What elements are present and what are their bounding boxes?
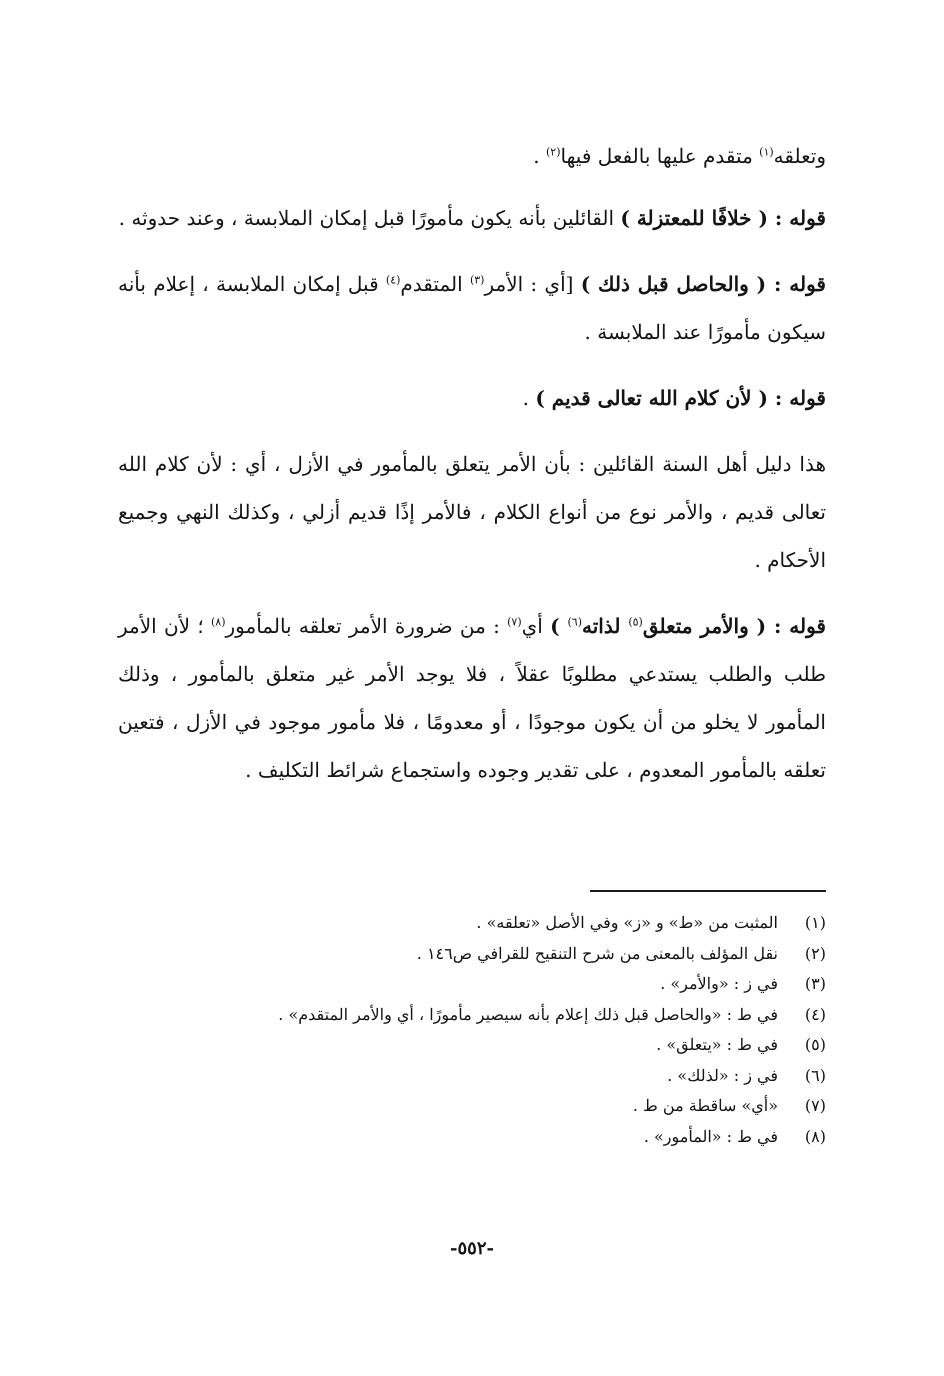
footnote-text: في ط : «المأمور» . xyxy=(643,1126,778,1146)
footnote-4 xyxy=(118,1000,826,1031)
footnote-marker[interactable]: (٢) xyxy=(545,145,561,159)
text-segment: متقدم عليها بالفعل فيها xyxy=(560,144,760,168)
footnote-number: (٢) xyxy=(804,943,826,963)
matn-quote: ( لأن كلام الله تعالى قديم ) xyxy=(535,386,768,410)
footnote-number: (٧) xyxy=(804,1096,826,1115)
footnote-5 xyxy=(118,1030,826,1061)
matn-quote: ( والحاصل قبل ذلك ) xyxy=(580,272,767,296)
qawluhu-label: قوله : xyxy=(767,386,826,410)
footnote-6 xyxy=(118,1061,826,1092)
paragraph-2 xyxy=(118,194,826,242)
commentary-text: . xyxy=(522,386,536,410)
footnote-1 xyxy=(118,908,826,939)
page-body xyxy=(118,132,826,812)
footnotes-list xyxy=(118,908,826,1152)
footnote-3 xyxy=(118,969,826,1000)
paragraph-6 xyxy=(118,602,826,794)
text-segment: [أي : الأمر xyxy=(484,272,581,296)
text-segment: . xyxy=(533,144,546,168)
matn-quote: ( خلافًا للمعتزلة ) xyxy=(620,206,768,230)
footnote-marker[interactable]: (٦) xyxy=(567,615,582,629)
text-segment: ؛ لأن الأمر طلب والطلب يستدعي مطلوبًا عقلاً ، فلا يوجد الأمر غير متعلق بالمأمور ، وذلك المأمور لا يخلو من أن يكون موجودًا ، أو معدومًا ، فلا مأمور موجود في الأزل ، فتعين تعلقه بالمأمور المعدوم ، على تقدير وجوده واستجماع شرائط التكليف . xyxy=(118,614,826,782)
footnote-number: (٥) xyxy=(804,1035,826,1054)
footnote-7 xyxy=(118,1091,826,1122)
footnote-text: في ط : «والحاصل قبل ذلك إعلام بأنه سيصير مأمورًا ، أي والأمر المتقدم» . xyxy=(278,1004,778,1024)
footnote-marker[interactable]: (٣) xyxy=(469,273,485,287)
footnote-marker[interactable]: (٤) xyxy=(385,273,401,287)
footnote-text: في ز : «والأمر» . xyxy=(660,974,778,993)
footnote-text: «أي» ساقطة من ط . xyxy=(632,1096,778,1115)
footnote-number: (١) xyxy=(804,913,826,932)
text-segment: أي xyxy=(521,614,551,638)
footnote-number: (٨) xyxy=(804,1126,826,1146)
paragraph-5 xyxy=(118,440,826,584)
footnote-text: المثبت من «ط» و «ز» وفي الأصل «تعلقه» . xyxy=(476,913,778,932)
matn-quote-part: لذاته xyxy=(581,614,629,638)
matn-quote-part: ( والأمر متعلق xyxy=(642,614,767,638)
footnote-text: نقل المؤلف بالمعنى من شرح التنقيح للقرافي ص١٤٦ . xyxy=(416,943,778,963)
paragraph-1 xyxy=(118,132,826,180)
footnote-marker[interactable]: (٧) xyxy=(507,615,522,629)
commentary-text: هذا دليل أهل السنة القائلين : بأن الأمر يتعلق بالمأمور في الأزل ، أي : لأن كلام الله تعالى قديم ، والأمر نوع من أنواع الكلام ، فالأمر إذًا قديم أزلي ، وكذلك النهي وجميع الأحكام . xyxy=(118,452,826,572)
footnote-number: (٤) xyxy=(804,1004,826,1024)
footnote-marker[interactable]: (٥) xyxy=(628,615,643,629)
paragraph-3 xyxy=(118,260,826,356)
footnote-marker[interactable]: (١) xyxy=(759,145,774,159)
page-number: -٥٥٢- xyxy=(450,1238,494,1259)
footnote-separator xyxy=(590,890,826,892)
footnote-8 xyxy=(118,1122,826,1153)
footnote-text: في ط : «يتعلق» . xyxy=(656,1035,778,1054)
footnote-number: (٣) xyxy=(804,974,826,993)
paragraph-4 xyxy=(118,374,826,422)
text-segment: المتقدم xyxy=(400,272,470,296)
footnote-marker[interactable]: (٨) xyxy=(210,615,226,629)
footnote-text: في ز : «لذلك» . xyxy=(667,1065,778,1085)
qawluhu-label: قوله : xyxy=(766,614,826,638)
qawluhu-label: قوله : xyxy=(767,206,826,230)
footnote-2 xyxy=(118,939,826,970)
text-segment: : من ضرورة الأمر تعلقه بالمأمور xyxy=(225,614,508,638)
footnote-number: (٦) xyxy=(804,1065,826,1085)
commentary-text: القائلين بأنه يكون مأمورًا قبل إمكان الملابسة ، وعند حدوثه . xyxy=(118,206,621,230)
qawluhu-label: قوله : xyxy=(766,272,826,296)
text-segment: وتعلقه xyxy=(773,144,826,168)
text-segment: قبل إمكان الملابسة ، إعلام بأنه سيكون مأمورًا عند الملابسة . xyxy=(118,272,826,344)
matn-quote-part: ) xyxy=(550,614,568,638)
